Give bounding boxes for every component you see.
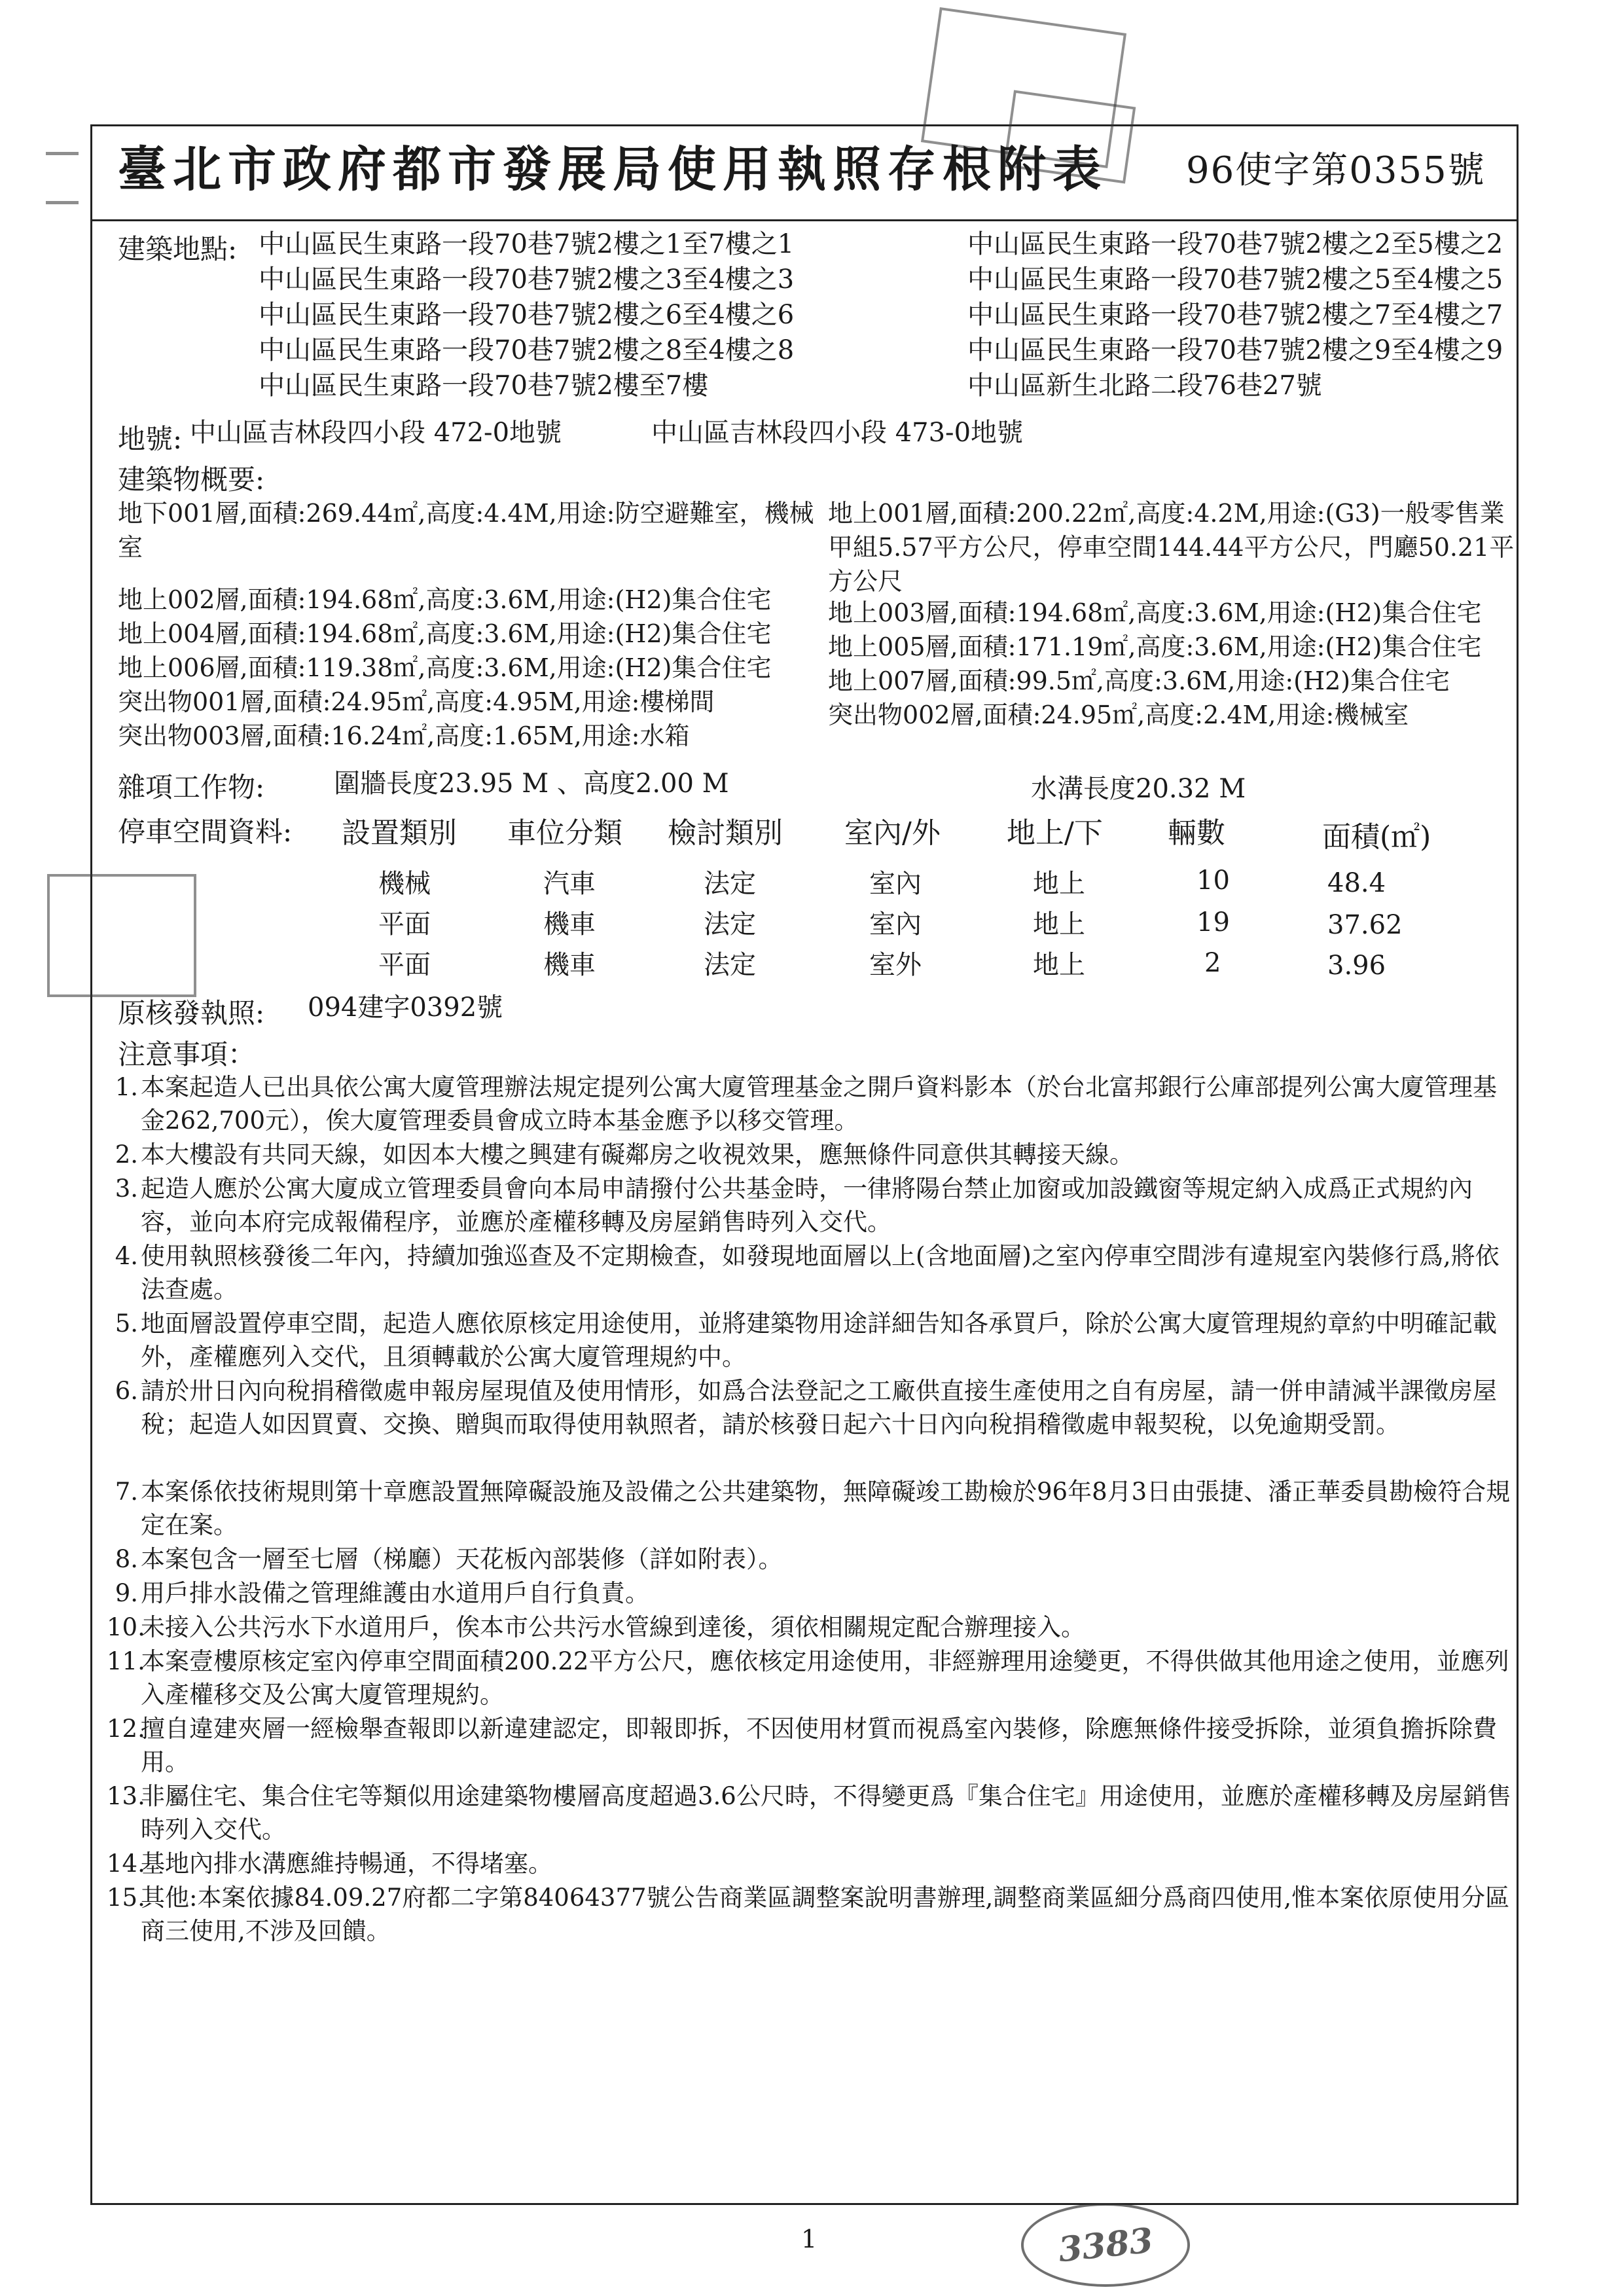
note-item: [107, 1779, 1512, 1846]
misc-label: 雜項工作物:: [118, 771, 265, 803]
embossed-seal: [1021, 2203, 1190, 2287]
parking-cell: 室內: [869, 909, 922, 939]
parking-cell: 地上: [1033, 869, 1085, 899]
note-number: 4.: [115, 1242, 138, 1270]
building-label: 建築物概要:: [118, 464, 265, 496]
left-margin-mark: [46, 152, 79, 204]
note-number: 10.: [107, 1613, 145, 1641]
note-item: [115, 1239, 1512, 1306]
note-text: 地面層設置停車空間，起造人應依原核定用途使用，並將建築物用途詳細告知各承買戶，除於公寓大廈管理規約章約中明確記載外，產權應列入交代，且須轉載於公寓大廈管理規約中。: [141, 1309, 1497, 1371]
lot-number-2: 中山區吉林段四小段 473-0地號: [651, 418, 1024, 448]
building-right-5: 突出物002層,面積:24.95㎡,高度:2.4M,用途:機械室: [828, 701, 1409, 729]
site-label: 建築地點:: [118, 233, 238, 265]
building-right-4: 地上007層,面積:99.5㎡,高度:3.6M,用途:(H2)集合住宅: [828, 666, 1450, 695]
building-left-1: 地下001層,面積:269.44㎡,高度:4.4M,用途:防空避難室，機械室: [118, 499, 814, 562]
note-number: 7.: [115, 1478, 138, 1506]
parking-cell: 19: [1196, 907, 1230, 938]
parking-cell: 汽車: [543, 869, 596, 899]
note-text: 請於卅日內向稅捐稽徵處申報房屋現值及使用情形，如爲合法登記之工廠供直接生產使用之自有房屋，請一併申請減半課徵房屋稅；起造人如因買賣、交換、贈與而取得使用執照者，請於核發日起六十日內向稅捐稽徵處申報契稅，以免逾期受罰。: [141, 1377, 1497, 1438]
parking-cell: 法定: [704, 909, 756, 939]
note-text: 起造人應於公寓大廈成立管理委員會向本局申請撥付公共基金時，一律將陽台禁止加窗或加設鐵窗等規定納入成爲正式規約內容，並向本府完成報備程序，並應於產權移轉及房屋銷售時列入交代。: [141, 1175, 1473, 1236]
site-left-list: [259, 227, 794, 403]
parking-col-header: 室內/外: [844, 816, 941, 850]
lot-number-1: 中山區吉林段四小段 472-0地號: [190, 418, 562, 448]
permit-number: 96使字第0355號: [1186, 149, 1486, 192]
site-address: 中山區民生東路一段70巷7號2樓之8至4樓之8: [259, 335, 795, 365]
parking-col-header: 地上/下: [1007, 816, 1103, 850]
site-address: 中山區民生東路一段70巷7號2樓之7至4樓之7: [967, 300, 1503, 330]
parking-col-header: 檢討類別: [668, 816, 783, 850]
parking-col-header: 車位分類: [507, 816, 622, 850]
misc-ditch: 水溝長度20.32 M: [1031, 774, 1246, 804]
page-number: 1: [801, 2225, 818, 2253]
note-text: 本大樓設有共同天線，如因本大樓之興建有礙鄰房之收視效果，應無條件同意供其轉接天線。: [141, 1140, 1134, 1169]
note-number: 11.: [107, 1647, 145, 1675]
note-number: 12.: [107, 1715, 145, 1743]
site-right-list: [967, 227, 1503, 403]
note-text: 使用執照核發後二年內，持續加強巡查及不定期檢查，如發現地面層以上(含地面層)之室內停車空間涉有違規室內裝修行爲,將依法查處。: [141, 1242, 1500, 1303]
parking-cell: 平面: [378, 950, 431, 980]
note-number: 14.: [107, 1850, 145, 1878]
note-text: 本案係依技術規則第十章應設置無障礙設施及設備之公共建築物，無障礙竣工勘檢於96年8月3日由張捷、潘正華委員勘檢符合規定在案。: [141, 1478, 1511, 1539]
note-item: [107, 1881, 1512, 1948]
parking-cell: 室內: [869, 869, 922, 899]
note-text: 其他:本案依據84.09.27府都二字第84064377號公告商業區調整案說明書辦理,調整商業區細分爲商四使用,惟本案依原使用分區商三使用,不涉及回饋。: [141, 1884, 1510, 1945]
note-item: [115, 1374, 1512, 1441]
note-text: 本案起造人已出具依公寓大廈管理辦法規定提列公寓大廈管理基金之開戶資料影本（於台北富邦銀行公庫部提列公寓大廈管理基金262,700元），俟大廈管理委員會成立時本基金應予以移交管理。: [141, 1073, 1497, 1135]
original-permit-label: 原核發執照:: [118, 997, 265, 1029]
parking-col-header: 設置類別: [342, 816, 457, 850]
parking-col-header: 面積(㎡): [1322, 820, 1431, 854]
seal-stamp-left: [47, 874, 196, 997]
parking-cell: 機車: [543, 909, 596, 939]
site-address: 中山區民生東路一段70巷7號2樓之1至7樓之1: [259, 229, 795, 259]
note-text: 用戶排水設備之管理維護由水道用戶自行負責。: [141, 1579, 649, 1607]
note-number: 9.: [115, 1579, 138, 1607]
note-item: [115, 1307, 1512, 1374]
site-address: 中山區民生東路一段70巷7號2樓之9至4樓之9: [967, 335, 1503, 365]
original-permit-number: 094建字0392號: [308, 993, 503, 1023]
note-item: [115, 1070, 1512, 1137]
note-text: 本案包含一層至七層（梯廳）天花板內部裝修（詳如附表）。: [141, 1545, 783, 1573]
building-left-4: 地上006層,面積:119.38㎡,高度:3.6M,用途:(H2)集合住宅: [118, 653, 772, 682]
note-number: 3.: [115, 1175, 138, 1203]
building-left-2: 地上002層,面積:194.68㎡,高度:3.6M,用途:(H2)集合住宅: [118, 585, 772, 614]
note-text: 本案壹樓原核定室內停車空間面積200.22平方公尺，應依核定用途使用，非經辦理用途變更，不得供做其他用途之使用，並應列入產權移交及公寓大廈管理規約。: [141, 1647, 1509, 1709]
parking-cell: 37.62: [1327, 910, 1403, 940]
building-left-5: 突出物001層,面積:24.95㎡,高度:4.95M,用途:樓梯間: [118, 687, 715, 716]
parking-cell: 法定: [704, 869, 756, 899]
note-item: [115, 1576, 1512, 1610]
note-item: [115, 1475, 1512, 1542]
note-number: 8.: [115, 1545, 138, 1573]
parking-cell: 平面: [378, 909, 431, 939]
parking-cell: 地上: [1033, 950, 1085, 980]
title-divider: [90, 219, 1519, 221]
note-text: 擅自違建夾層一經檢舉查報即以新違建認定，即報即拆，不因使用材質而視爲室內裝修，除應無條件接受拆除，並須負擔拆除費用。: [141, 1715, 1497, 1776]
note-number: 2.: [115, 1140, 138, 1169]
building-left-3: 地上004層,面積:194.68㎡,高度:3.6M,用途:(H2)集合住宅: [118, 619, 772, 648]
parking-cell: 10: [1196, 866, 1230, 896]
parking-label: 停車空間資料:: [118, 816, 293, 848]
building-left-6: 突出物003層,面積:16.24㎡,高度:1.65M,用途:水箱: [118, 721, 690, 750]
site-address: 中山區民生東路一段70巷7號2樓之2至5樓之2: [967, 229, 1503, 259]
note-item: [107, 1645, 1512, 1711]
note-number: 6.: [115, 1377, 138, 1405]
note-item: [115, 1542, 1512, 1576]
parking-cell: 室外: [869, 950, 922, 980]
parking-cell: 3.96: [1327, 951, 1386, 981]
note-number: 15.: [107, 1884, 145, 1912]
building-right-2: 地上003層,面積:194.68㎡,高度:3.6M,用途:(H2)集合住宅: [828, 598, 1482, 627]
misc-wall: 圍牆長度23.95 M 、高度2.00 M: [334, 769, 729, 799]
seal-number: 3383: [1056, 2220, 1155, 2270]
parking-cell: 地上: [1033, 909, 1085, 939]
parking-cell: 機車: [543, 950, 596, 980]
parking-col-header: 輛數: [1168, 816, 1225, 850]
note-item: [115, 1172, 1512, 1239]
note-text: 非屬住宅、集合住宅等類似用途建築物樓層高度超過3.6公尺時，不得變更爲『集合住宅』用途使用，並應於產權移轉及房屋銷售時列入交代。: [141, 1782, 1511, 1844]
parking-cell: 2: [1204, 948, 1221, 978]
note-text: 未接入公共污水下水道用戶，俟本市公共污水管線到達後，須依相關規定配合辦理接入。: [141, 1613, 1085, 1641]
note-number: 5.: [115, 1309, 138, 1338]
notes-label: 注意事項：: [118, 1038, 256, 1070]
parking-cell: 機械: [378, 869, 431, 899]
site-address: 中山區新生北路二段76巷27號: [967, 371, 1322, 401]
note-item: [107, 1611, 1512, 1644]
site-address: 中山區民生東路一段70巷7號2樓之6至4樓之6: [259, 300, 795, 330]
note-number: 13.: [107, 1782, 145, 1810]
site-address: 中山區民生東路一段70巷7號2樓之3至4樓之3: [259, 264, 795, 295]
page-title: 臺北市政府都市發展局使用執照存根附表: [118, 141, 1107, 198]
note-item: [107, 1712, 1512, 1779]
site-address: 中山區民生東路一段70巷7號2樓之5至4樓之5: [967, 264, 1503, 295]
parking-cell: 法定: [704, 950, 756, 980]
lot-label: 地號:: [118, 423, 183, 455]
site-address: 中山區民生東路一段70巷7號2樓至7樓: [259, 371, 709, 401]
note-number: 1.: [115, 1073, 138, 1101]
note-text: 基地內排水溝應維持暢通，不得堵塞。: [141, 1850, 552, 1878]
building-right-1: 地上001層,面積:200.22㎡,高度:4.2M,用途:(G3)一般零售業甲組5.57平方公尺，停車空間144.44平方公尺，門廳50.21平方公尺: [828, 499, 1515, 596]
note-item: [115, 1138, 1512, 1171]
note-item: [107, 1847, 1512, 1880]
parking-cell: 48.4: [1327, 868, 1386, 898]
building-right-3: 地上005層,面積:171.19㎡,高度:3.6M,用途:(H2)集合住宅: [828, 632, 1482, 661]
